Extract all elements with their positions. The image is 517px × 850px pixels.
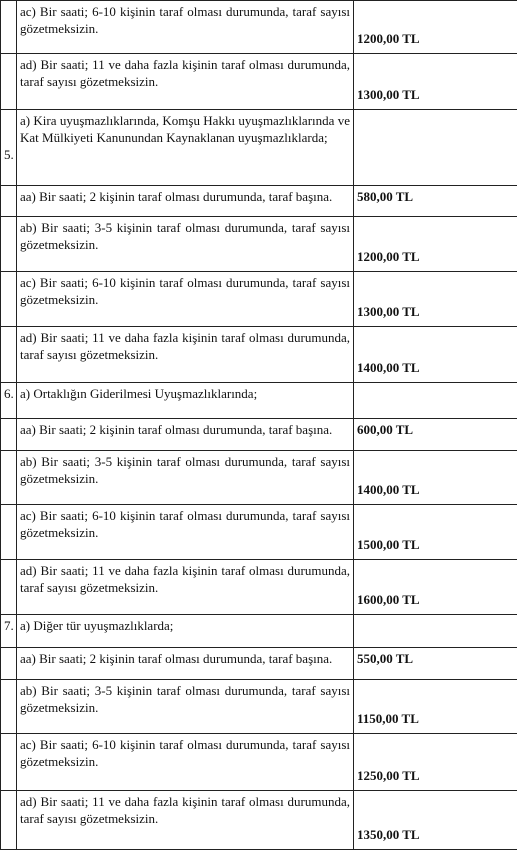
item-price: 1500,00 TL xyxy=(354,505,517,560)
table-row xyxy=(1,53,517,110)
item-description: ab) Bir saati; 3-5 kişinin taraf olması durumunda, taraf sayısı gözetmeksizin. xyxy=(17,679,354,734)
item-price xyxy=(354,110,517,186)
item-description: ab) Bir saati; 3-5 kişinin taraf olması durumunda, taraf sayısı gözetmeksizin. xyxy=(17,217,354,272)
table-row xyxy=(1,1,517,54)
item-price: 1600,00 TL xyxy=(354,559,517,614)
item-description: ac) Bir saati; 6-10 kişinin taraf olması durumunda, taraf sayısı gözetmeksizin. xyxy=(17,1,354,54)
item-price: 1150,00 TL xyxy=(354,679,517,734)
item-number xyxy=(1,734,17,791)
item-description: aa) Bir saati; 2 kişinin taraf olması durumunda, taraf başına. xyxy=(17,648,354,680)
table-row xyxy=(1,648,517,680)
table-row xyxy=(1,614,517,648)
item-price xyxy=(354,614,517,648)
item-price: 550,00 TL xyxy=(354,648,517,680)
table-row xyxy=(1,419,517,451)
item-price xyxy=(354,383,517,419)
section-number: 5. xyxy=(1,110,17,186)
item-price: 1250,00 TL xyxy=(354,734,517,791)
item-number xyxy=(1,505,17,560)
table-row xyxy=(1,791,517,850)
table-row xyxy=(1,272,517,327)
section-heading: a) Diğer tür uyuşmazlıklarda; xyxy=(17,614,354,648)
table-row xyxy=(1,383,517,419)
item-price: 1400,00 TL xyxy=(354,326,517,383)
item-description: ad) Bir saati; 11 ve daha fazla kişinin taraf olması durumunda, taraf sayısı gözetmeksizin. xyxy=(17,326,354,383)
item-number xyxy=(1,791,17,850)
item-number xyxy=(1,679,17,734)
item-price: 1400,00 TL xyxy=(354,450,517,505)
table-row xyxy=(1,734,517,791)
table-row xyxy=(1,110,517,186)
table-row xyxy=(1,217,517,272)
item-description: ad) Bir saati; 11 ve daha fazla kişinin taraf olması durumunda, taraf sayısı gözetmeksizin. xyxy=(17,559,354,614)
item-number xyxy=(1,185,17,217)
table-row xyxy=(1,679,517,734)
item-description: ad) Bir saati; 11 ve daha fazla kişinin taraf olması durumunda, taraf sayısı gözetmeksizin. xyxy=(17,791,354,850)
item-price: 600,00 TL xyxy=(354,419,517,451)
section-number: 6. xyxy=(1,383,17,419)
item-price: 1300,00 TL xyxy=(354,53,517,110)
section-heading: a) Ortaklığın Giderilmesi Uyuşmazlıklarında; xyxy=(17,383,354,419)
item-description: aa) Bir saati; 2 kişinin taraf olması durumunda, taraf başına. xyxy=(17,419,354,451)
item-number xyxy=(1,419,17,451)
table-row xyxy=(1,185,517,217)
section-heading: a) Kira uyuşmazlıklarında, Komşu Hakkı uyuşmazlıklarında ve Kat Mülkiyeti Kanunundan Kaynaklanan uyuşmazlıklarda; xyxy=(17,110,354,186)
item-number xyxy=(1,326,17,383)
item-description: ac) Bir saati; 6-10 kişinin taraf olması durumunda, taraf sayısı gözetmeksizin. xyxy=(17,505,354,560)
item-number xyxy=(1,648,17,680)
table-row xyxy=(1,326,517,383)
item-price: 580,00 TL xyxy=(354,185,517,217)
item-price: 1200,00 TL xyxy=(354,1,517,54)
item-description: ac) Bir saati; 6-10 kişinin taraf olması durumunda, taraf sayısı gözetmeksizin. xyxy=(17,272,354,327)
item-number xyxy=(1,559,17,614)
item-description: ac) Bir saati; 6-10 kişinin taraf olması durumunda, taraf sayısı gözetmeksizin. xyxy=(17,734,354,791)
item-number xyxy=(1,217,17,272)
item-description: ab) Bir saati; 3-5 kişinin taraf olması durumunda, taraf sayısı gözetmeksizin. xyxy=(17,450,354,505)
item-price: 1350,00 TL xyxy=(354,791,517,850)
table-row xyxy=(1,559,517,614)
table-row xyxy=(1,450,517,505)
item-number xyxy=(1,450,17,505)
item-description: aa) Bir saati; 2 kişinin taraf olması durumunda, taraf başına. xyxy=(17,185,354,217)
item-number xyxy=(1,53,17,110)
item-number xyxy=(1,1,17,54)
item-description: ad) Bir saati; 11 ve daha fazla kişinin taraf olması durumunda, taraf sayısı gözetmeksizin. xyxy=(17,53,354,110)
table-row xyxy=(1,505,517,560)
item-price: 1200,00 TL xyxy=(354,217,517,272)
section-number: 7. xyxy=(1,614,17,648)
item-price: 1300,00 TL xyxy=(354,272,517,327)
item-number xyxy=(1,272,17,327)
